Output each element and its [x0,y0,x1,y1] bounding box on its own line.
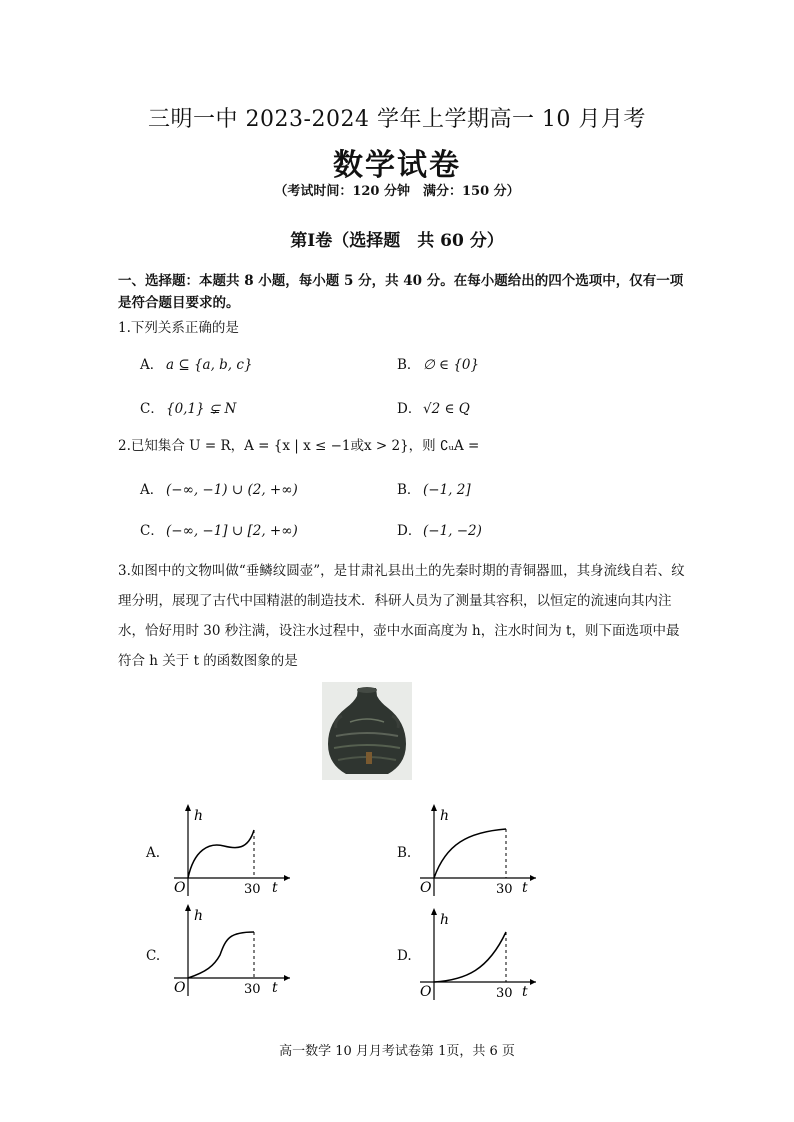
option-text: ∅ ∈ {0} [423,357,480,373]
question-1-stem: 1.下列关系正确的是 [118,320,239,336]
question-3-stem: 3.如图中的文物叫做“垂鳞纹圆壶”，是甘肃礼县出土的先秦时期的青铜器皿，其身流线自若、纹理分明，展现了古代中国精湛的制造技术．科研人员为了测量其容积，以恒定的流速向其内注水，恰好用时 30 秒注满，设注水过程中，壶中水面高度为 h，注水时间为 t，则下面选项中最符合 h 关于 t 的函数图象的是 [118,563,685,669]
x-tick-label: 30 [244,982,261,997]
option-label: C． [140,523,164,539]
y-axis-label: h [440,912,450,928]
bronze-vase-image [322,682,412,780]
exam-subject: 数学试卷 [333,148,461,183]
origin-label: O [174,980,186,996]
question-2-option-c [140,519,298,539]
option-label: D． [397,523,422,539]
graph-a [164,800,294,900]
question-2-option-b [397,478,471,498]
x-axis-arrow-icon [530,875,536,881]
option-text: (−1, 2] [423,482,471,498]
graph-b [410,800,540,900]
y-axis-label: h [440,808,450,824]
y-axis-label: h [194,908,204,924]
x-axis-arrow-icon [284,875,290,881]
y-axis-label: h [194,808,204,824]
graph-c [164,900,294,1000]
option-text: {0,1} ⊊ N [166,401,237,417]
exam-info: （考试时间：120 分钟 满分：150 分） [274,184,520,199]
graph-d [410,904,540,1004]
y-axis-arrow-icon [185,904,191,911]
option-label: D． [397,401,422,417]
x-axis-label: t [272,980,278,996]
option-label: C． [140,401,164,417]
origin-label: O [174,880,186,896]
option-text: (−∞, −1) ∪ (2, +∞) [166,482,298,498]
graph-c-label: C. [146,948,161,964]
question-2-stem: 2.已知集合 U = R，A = {x | x ≤ −1或x > 2}，则 ∁ᵤA = [118,438,480,454]
x-axis-label: t [522,880,528,896]
x-axis-arrow-icon [530,979,536,985]
question-1-option-c [140,397,236,417]
exam-title: 三明一中 2023-2024 学年上学期高一 10 月月考 [148,107,646,132]
graph-d-label: D. [397,948,412,964]
part-title: 第Ⅰ卷（选择题 共 60 分） [290,231,504,251]
curve [434,932,506,982]
option-label: A． [140,357,164,373]
question-2-option-a [140,478,298,498]
x-tick-label: 30 [244,882,261,897]
option-label: A． [140,482,164,498]
y-axis-arrow-icon [431,804,437,811]
question-1-option-d [397,397,470,417]
x-tick-label: 30 [496,882,513,897]
x-axis-label: t [272,880,278,896]
option-label: B． [397,482,421,498]
x-axis-label: t [522,984,528,1000]
question-1-option-a [140,353,253,373]
curve [434,829,506,878]
page-footer: 高一数学 10 月月考试卷第 1页，共 6 页 [279,1044,515,1059]
option-label: B． [397,357,421,373]
option-text: (−1, −2) [423,523,482,539]
section-heading: 一、选择题：本题共 8 小题，每小题 5 分，共 40 分。在每小题给出的四个选项中，仅有一项是符合题目要求的。 [118,273,684,311]
curve [188,830,254,878]
y-axis-arrow-icon [431,908,437,915]
graph-b-label: B. [397,845,412,861]
question-2-option-d [397,519,482,539]
y-axis-arrow-icon [185,804,191,811]
option-text: a ⊆ {a, b, c} [166,357,253,373]
option-text: (−∞, −1] ∪ [2, +∞) [166,523,298,539]
question-1-option-b [397,353,479,373]
origin-label: O [420,984,432,1000]
option-text: √2 ∈ Q [423,401,470,417]
curve [188,932,254,978]
graph-a-label: A. [146,845,161,861]
origin-label: O [420,880,432,896]
x-axis-arrow-icon [284,975,290,981]
x-tick-label: 30 [496,986,513,1001]
